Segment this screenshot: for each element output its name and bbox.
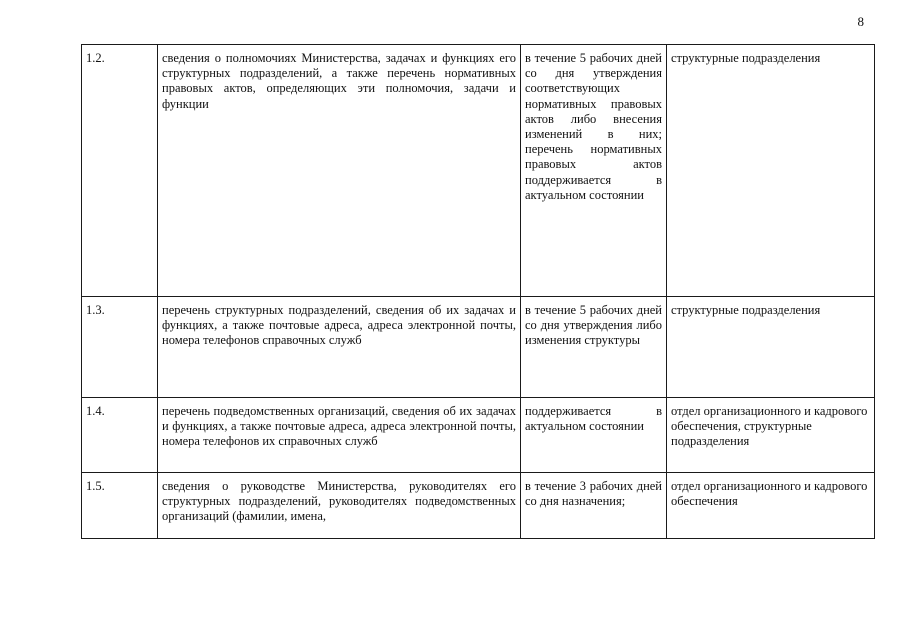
row-deadline: поддерживается в актуальном состоянии (521, 398, 667, 473)
page-number: 8 (857, 14, 864, 29)
row-description: сведения о полномочиях Министерства, задачах и функциях его структурных подразделений, а также перечень нормативных правовых актов, определяющих эти полномочия, задачи и функции (158, 45, 521, 297)
table-row (82, 297, 875, 398)
table-row (82, 45, 875, 297)
table-row (82, 473, 875, 539)
row-deadline: в течение 5 рабочих дней со дня утверждения соответствующих нормативных правовых актов либо внесения изменений в них; перечень нормативных правовых актов поддерживается в актуальном состоянии (521, 45, 667, 297)
row-responsible: структурные подразделения (667, 297, 875, 398)
row-description: сведения о руководстве Министерства, руководителях его структурных подразделений, руководителях подведомственных организаций (фамилии, имена, (158, 473, 521, 539)
row-number: 1.3. (82, 297, 158, 398)
row-responsible: отдел организационного и кадрового обеспечения (667, 473, 875, 539)
row-deadline: в течение 3 рабочих дней со дня назначения; (521, 473, 667, 539)
row-number: 1.4. (82, 398, 158, 473)
row-number: 1.2. (82, 45, 158, 297)
row-responsible: отдел организационного и кадрового обеспечения, структурные подразделения (667, 398, 875, 473)
row-description: перечень структурных подразделений, сведения об их задачах и функциях, а также почтовые адреса, адреса электронной почты, номера телефонов справочных служб (158, 297, 521, 398)
table-row (82, 398, 875, 473)
row-responsible: структурные подразделения (667, 45, 875, 297)
row-deadline: в течение 5 рабочих дней со дня утверждения либо изменения структуры (521, 297, 667, 398)
measures-table (81, 44, 875, 539)
row-number: 1.5. (82, 473, 158, 539)
row-description: перечень подведомственных организаций, сведения об их задачах и функциях, а также почтовые адреса, адреса электронной почты, номера телефонов их справочных служб (158, 398, 521, 473)
